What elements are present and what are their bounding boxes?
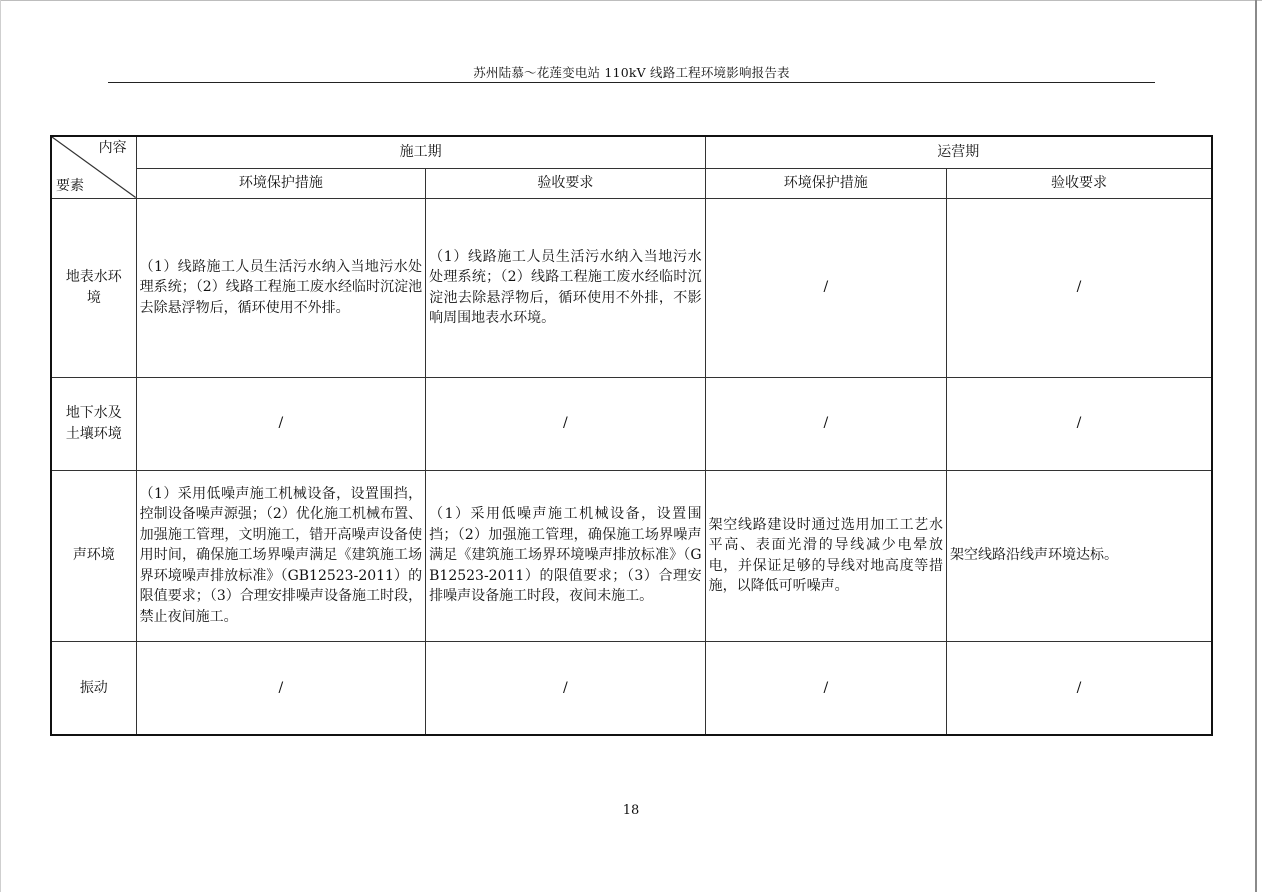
table-row: [51, 641, 1212, 735]
subheader-operation-acceptance: 验收要求: [947, 168, 1213, 198]
row-element-label: 地下水及土壤环境: [51, 377, 136, 470]
group-header-construction: 施工期: [136, 136, 705, 168]
cell-operation-acceptance: /: [947, 377, 1213, 470]
table-row: [51, 377, 1212, 470]
table-subheader-row: [51, 168, 1212, 198]
cell-construction-measures: （1）采用低噪声施工机械设备，设置围挡，控制设备噪声源强；（2）优化施工机械布置、加强施工管理，文明施工，错开高噪声设备使用时间，确保施工场界噪声满足《建筑施工场界环境噪声排放标准》（GB12523-2011）的限值要求；（3）合理安排噪声设备施工时段，禁止夜间施工。: [136, 470, 425, 641]
subheader-construction-measures: 环境保护措施: [136, 168, 425, 198]
page-number: 18: [622, 803, 640, 818]
table-row: [51, 198, 1212, 377]
subheader-operation-measures: 环境保护措施: [705, 168, 946, 198]
row-element-label: 声环境: [51, 470, 136, 641]
cell-construction-measures: /: [136, 641, 425, 735]
subheader-construction-acceptance: 验收要求: [426, 168, 705, 198]
table-header-row: [51, 136, 1212, 168]
page-edge: [0, 0, 1, 892]
cell-construction-measures: /: [136, 377, 425, 470]
cell-operation-measures: /: [705, 198, 946, 377]
cell-operation-measures: /: [705, 641, 946, 735]
cell-operation-acceptance: /: [947, 641, 1213, 735]
page-edge: [0, 0, 1262, 1]
cell-operation-acceptance: 架空线路沿线声环境达标。: [947, 470, 1213, 641]
cell-construction-acceptance: /: [426, 641, 705, 735]
corner-label-element: 要素: [56, 177, 84, 194]
row-element-label: 地表水环境: [51, 198, 136, 377]
group-header-operation: 运营期: [705, 136, 1212, 168]
cell-construction-measures: （1）线路施工人员生活污水纳入当地污水处理系统；（2）线路工程施工废水经临时沉淀池去除悬浮物后，循环使用不外排。: [136, 198, 425, 377]
environmental-measures-table: [50, 135, 1213, 736]
cell-operation-acceptance: /: [947, 198, 1213, 377]
cell-construction-acceptance: （1）采用低噪声施工机械设备，设置围挡；（2）加强施工管理，确保施工场界噪声满足《建筑施工场界环境噪声排放标准》（GB12523-2011）的限值要求；（3）合理安排噪声设备施工时段，夜间未施工。: [426, 470, 705, 641]
page-header-title: 苏州陆慕～花莲变电站 110kV 线路工程环境影响报告表: [108, 63, 1155, 83]
table-corner-cell: [51, 136, 136, 198]
cell-operation-measures: /: [705, 377, 946, 470]
row-element-label: 振动: [51, 641, 136, 735]
cell-construction-acceptance: （1）线路施工人员生活污水纳入当地污水处理系统；（2）线路工程施工废水经临时沉淀池去除悬浮物后，循环使用不外排，不影响周围地表水环境。: [426, 198, 705, 377]
table-row: [51, 470, 1212, 641]
cell-operation-measures: 架空线路建设时通过选用加工工艺水平高、表面光滑的导线减少电晕放电，并保证足够的导线对地高度等措施，以降低可听噪声。: [705, 470, 946, 641]
cell-construction-acceptance: /: [426, 377, 705, 470]
corner-label-content: 内容: [98, 140, 127, 156]
page-edge: [1255, 0, 1257, 892]
